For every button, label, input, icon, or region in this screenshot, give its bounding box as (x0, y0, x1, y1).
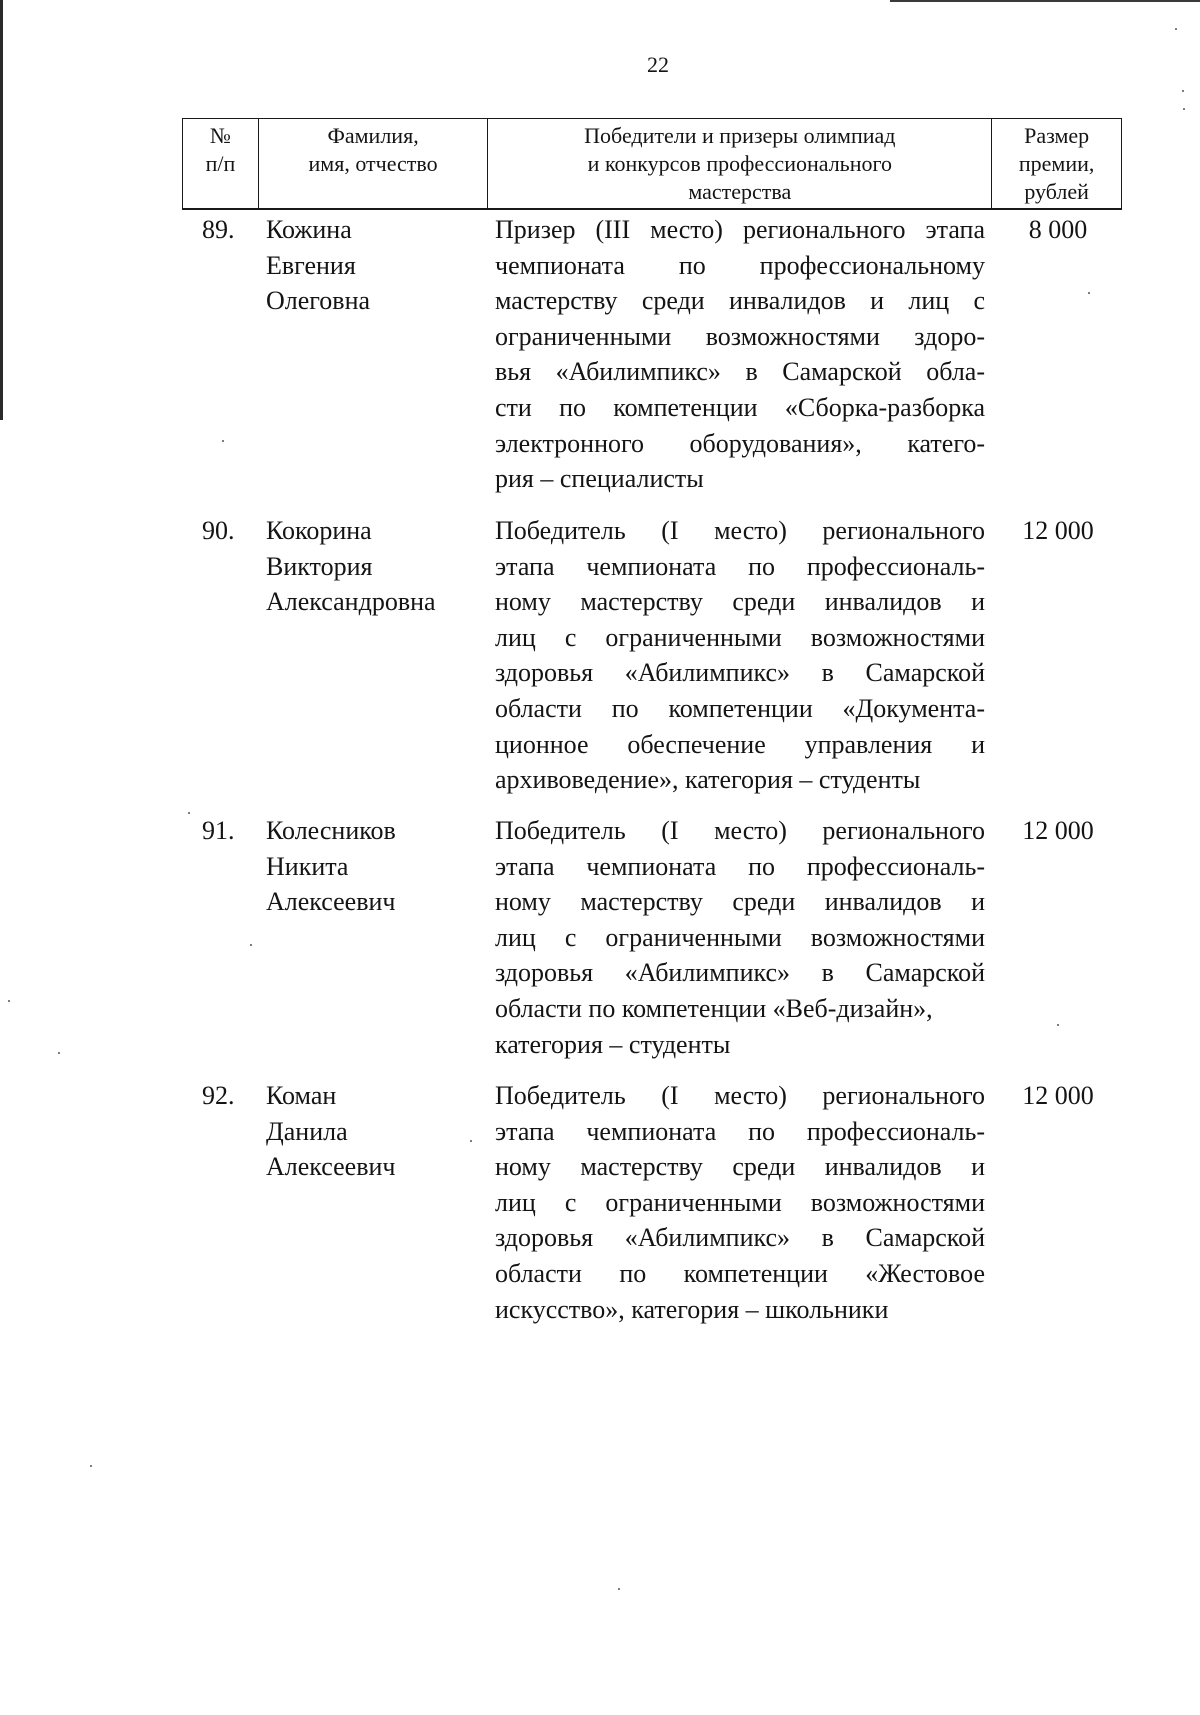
row-achievement: Победитель (I место) регионального этапа чемпионата по профессиональ- ному мастерству среди инвалидов и лиц с ограниченными возможностями здоровья «Абилимпикс» в Самарской области по компетенции «Жестовое искусство», категория – школьники (495, 1081, 985, 1324)
scan-speck (1175, 28, 1177, 30)
row-full-name: Коман Данила Алексеевич (266, 1081, 396, 1182)
scan-speck (470, 1140, 472, 1142)
row-number: 92. (202, 1081, 235, 1110)
row-prize-amount: 12 000 (1022, 516, 1094, 545)
scan-speck (188, 812, 190, 814)
header-col-number: № п/п (183, 119, 259, 208)
scan-speck (58, 1052, 60, 1054)
scan-speck (1183, 108, 1185, 110)
page-number: 22 (647, 52, 669, 77)
row-achievement: Победитель (I место) регионального этапа чемпионата по профессиональ- ному мастерству среди инвалидов и лиц с ограниченными возможностями здоровья «Абилимпикс» в Самарской области по компетенции «Документа- ционное обеспечение управления и архивоведение», категория – студенты (495, 516, 985, 795)
row-number: 89. (202, 215, 235, 244)
row-achievement: Призер (III место) регионального этапа чемпионата по профессиональному мастерству среди инвалидов и лиц с ограниченными возможностями здоро- вья «Абилимпикс» в Самарской обла- сти по компетенции «Сборка-разборка электронного оборудования», катего- рия – специалисты (495, 215, 985, 494)
scan-speck (8, 1000, 10, 1002)
row-achievement: Победитель (I место) регионального этапа чемпионата по профессиональ- ному мастерству среди инвалидов и лиц с ограниченными возможностями здоровья «Абилимпикс» в Самарской области по компетенции «Веб-дизайн», категория – студенты (495, 816, 985, 1059)
table-header (182, 118, 1122, 210)
scan-speck (1088, 292, 1090, 294)
header-col-name: Фамилия, имя, отчество (259, 119, 489, 208)
row-number: 91. (202, 816, 235, 845)
row-full-name: Кокорина Виктория Александровна (266, 516, 436, 617)
scan-speck (250, 944, 252, 946)
scan-speck (1182, 90, 1184, 92)
row-full-name: Кожина Евгения Олеговна (266, 215, 371, 316)
header-col-prize: Размер премии, рублей (1018, 123, 1095, 204)
row-prize-amount: 12 000 (1022, 816, 1094, 845)
scan-speck (222, 440, 224, 442)
row-full-name: Колесников Никита Алексеевич (266, 816, 396, 917)
scan-edge-top (890, 0, 1200, 2)
row-number: 90. (202, 516, 235, 545)
scan-speck (90, 1465, 92, 1467)
scan-speck (1057, 1024, 1059, 1026)
scan-speck (618, 1588, 620, 1590)
row-prize-amount: 8 000 (1028, 215, 1088, 244)
header-col-description: Победители и призеры олимпиад и конкурсов профессионального мастерства (488, 119, 992, 208)
row-prize-amount: 12 000 (1022, 1081, 1094, 1110)
